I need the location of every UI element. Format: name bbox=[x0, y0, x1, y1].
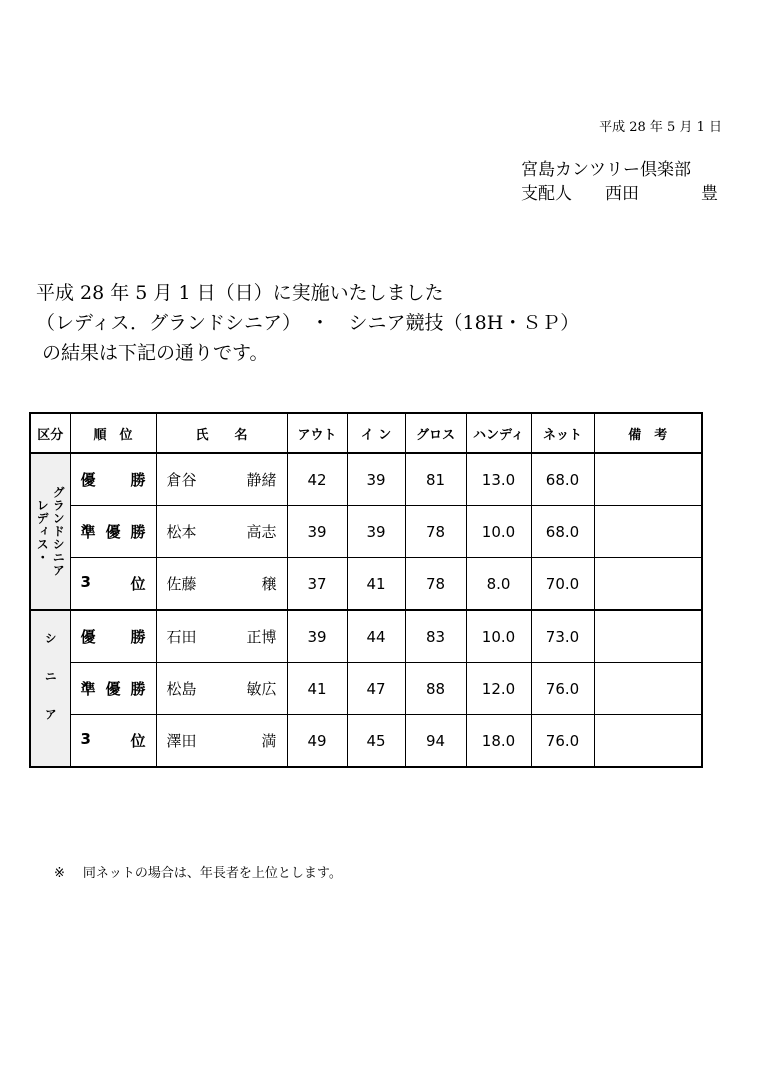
header-in: イ ン bbox=[347, 413, 405, 453]
surname: 松本 bbox=[166, 523, 197, 541]
category-senior bbox=[30, 610, 70, 767]
given-name: 敏広 bbox=[246, 680, 277, 698]
player-name bbox=[156, 453, 287, 506]
rank-char: 3 bbox=[80, 730, 91, 748]
header-gross: グロス bbox=[405, 413, 466, 453]
rank-char: 勝 bbox=[130, 628, 146, 646]
remarks bbox=[594, 663, 702, 715]
in-score: 41 bbox=[347, 558, 405, 611]
given-name: 正博 bbox=[246, 628, 277, 646]
surname: 佐藤 bbox=[166, 575, 197, 593]
net-score: 70.0 bbox=[531, 558, 594, 611]
rank-cell bbox=[70, 453, 156, 506]
player-name bbox=[156, 715, 287, 768]
in-score: 47 bbox=[347, 663, 405, 715]
rank-cell bbox=[70, 610, 156, 663]
rank-char: 優 bbox=[80, 471, 96, 489]
category-label: グランドシニア bbox=[51, 486, 66, 577]
table-row bbox=[30, 506, 702, 558]
net-score: 73.0 bbox=[531, 610, 594, 663]
gross-score: 88 bbox=[405, 663, 466, 715]
surname: 倉谷 bbox=[166, 471, 197, 489]
surname: 松島 bbox=[166, 680, 197, 698]
remarks bbox=[594, 610, 702, 663]
rank-cell bbox=[70, 663, 156, 715]
surname: 澤田 bbox=[166, 732, 197, 750]
table-row bbox=[30, 715, 702, 768]
in-score: 44 bbox=[347, 610, 405, 663]
intro-line: （レディス．グランドシニア） ・ シニア競技（18H・ＳＰ） bbox=[36, 312, 580, 334]
intro-line: 平成 28 年 5 月 1 日（日）に実施いたしました bbox=[36, 282, 444, 304]
category-label: レディス・ bbox=[35, 499, 50, 564]
remarks bbox=[594, 506, 702, 558]
handicap: 12.0 bbox=[466, 663, 531, 715]
rank-cell bbox=[70, 715, 156, 768]
header-remarks: 備 考 bbox=[594, 413, 702, 453]
note-mark: ※ bbox=[54, 866, 65, 881]
club-name: 宮島カンツリー倶楽部 bbox=[521, 160, 691, 180]
gross-score: 83 bbox=[405, 610, 466, 663]
out-score: 42 bbox=[287, 453, 347, 506]
header-out: アウト bbox=[287, 413, 347, 453]
rank-char: 3 bbox=[80, 573, 91, 591]
remarks bbox=[594, 558, 702, 611]
table-row bbox=[30, 453, 702, 506]
header-category: 区分 bbox=[30, 413, 70, 453]
manager-surname: 西田 bbox=[605, 184, 639, 204]
handicap: 10.0 bbox=[466, 506, 531, 558]
intro-text bbox=[36, 278, 579, 368]
handicap: 13.0 bbox=[466, 453, 531, 506]
table-row bbox=[30, 663, 702, 715]
rank-char: 勝 bbox=[130, 680, 146, 698]
out-score: 49 bbox=[287, 715, 347, 768]
footnote bbox=[54, 862, 342, 881]
player-name bbox=[156, 610, 287, 663]
given-name: 高志 bbox=[246, 523, 277, 541]
net-score: 76.0 bbox=[531, 715, 594, 768]
handicap: 8.0 bbox=[466, 558, 531, 611]
out-score: 41 bbox=[287, 663, 347, 715]
rank-char: 位 bbox=[130, 732, 146, 750]
in-score: 39 bbox=[347, 453, 405, 506]
header-rank: 順 位 bbox=[70, 413, 156, 453]
remarks bbox=[594, 715, 702, 768]
rank-cell bbox=[70, 558, 156, 611]
rank-char: 優 bbox=[105, 523, 121, 541]
note-text: 同ネットの場合は、年長者を上位とします。 bbox=[82, 866, 342, 881]
given-name: 穣 bbox=[261, 575, 277, 593]
handicap: 18.0 bbox=[466, 715, 531, 768]
net-score: 68.0 bbox=[531, 453, 594, 506]
table-row bbox=[30, 610, 702, 663]
rank-cell bbox=[70, 506, 156, 558]
rank-char: 位 bbox=[130, 575, 146, 593]
gross-score: 78 bbox=[405, 506, 466, 558]
player-name bbox=[156, 558, 287, 611]
given-name: 満 bbox=[261, 732, 277, 750]
category-label: シニア bbox=[43, 631, 58, 746]
in-score: 39 bbox=[347, 506, 405, 558]
gross-score: 81 bbox=[405, 453, 466, 506]
table-row bbox=[30, 558, 702, 611]
player-name bbox=[156, 506, 287, 558]
net-score: 76.0 bbox=[531, 663, 594, 715]
in-score: 45 bbox=[347, 715, 405, 768]
rank-char: 準 bbox=[80, 523, 96, 541]
rank-char: 勝 bbox=[130, 471, 146, 489]
manager-given-name: 豊 bbox=[701, 184, 718, 204]
header-handicap: ハンディ bbox=[466, 413, 531, 453]
net-score: 68.0 bbox=[531, 506, 594, 558]
rank-char: 準 bbox=[80, 680, 96, 698]
out-score: 39 bbox=[287, 506, 347, 558]
gross-score: 78 bbox=[405, 558, 466, 611]
rank-char: 勝 bbox=[130, 523, 146, 541]
category-ladies-grand-senior bbox=[30, 453, 70, 610]
results-table bbox=[29, 412, 703, 768]
out-score: 39 bbox=[287, 610, 347, 663]
header-net: ネット bbox=[531, 413, 594, 453]
manager-title: 支配人 bbox=[521, 184, 572, 204]
out-score: 37 bbox=[287, 558, 347, 611]
rank-char: 優 bbox=[80, 628, 96, 646]
intro-line: の結果は下記の通りです。 bbox=[36, 342, 269, 364]
rank-char: 優 bbox=[105, 680, 121, 698]
table-header-row bbox=[30, 413, 702, 453]
player-name bbox=[156, 663, 287, 715]
remarks bbox=[594, 453, 702, 506]
header-name: 氏 名 bbox=[156, 413, 287, 453]
document-date: 平成 28 年 5 月 1 日 bbox=[599, 120, 722, 135]
gross-score: 94 bbox=[405, 715, 466, 768]
surname: 石田 bbox=[166, 628, 197, 646]
handicap: 10.0 bbox=[466, 610, 531, 663]
given-name: 静緒 bbox=[246, 471, 277, 489]
organization-block bbox=[521, 158, 726, 206]
manager-line bbox=[521, 182, 726, 206]
